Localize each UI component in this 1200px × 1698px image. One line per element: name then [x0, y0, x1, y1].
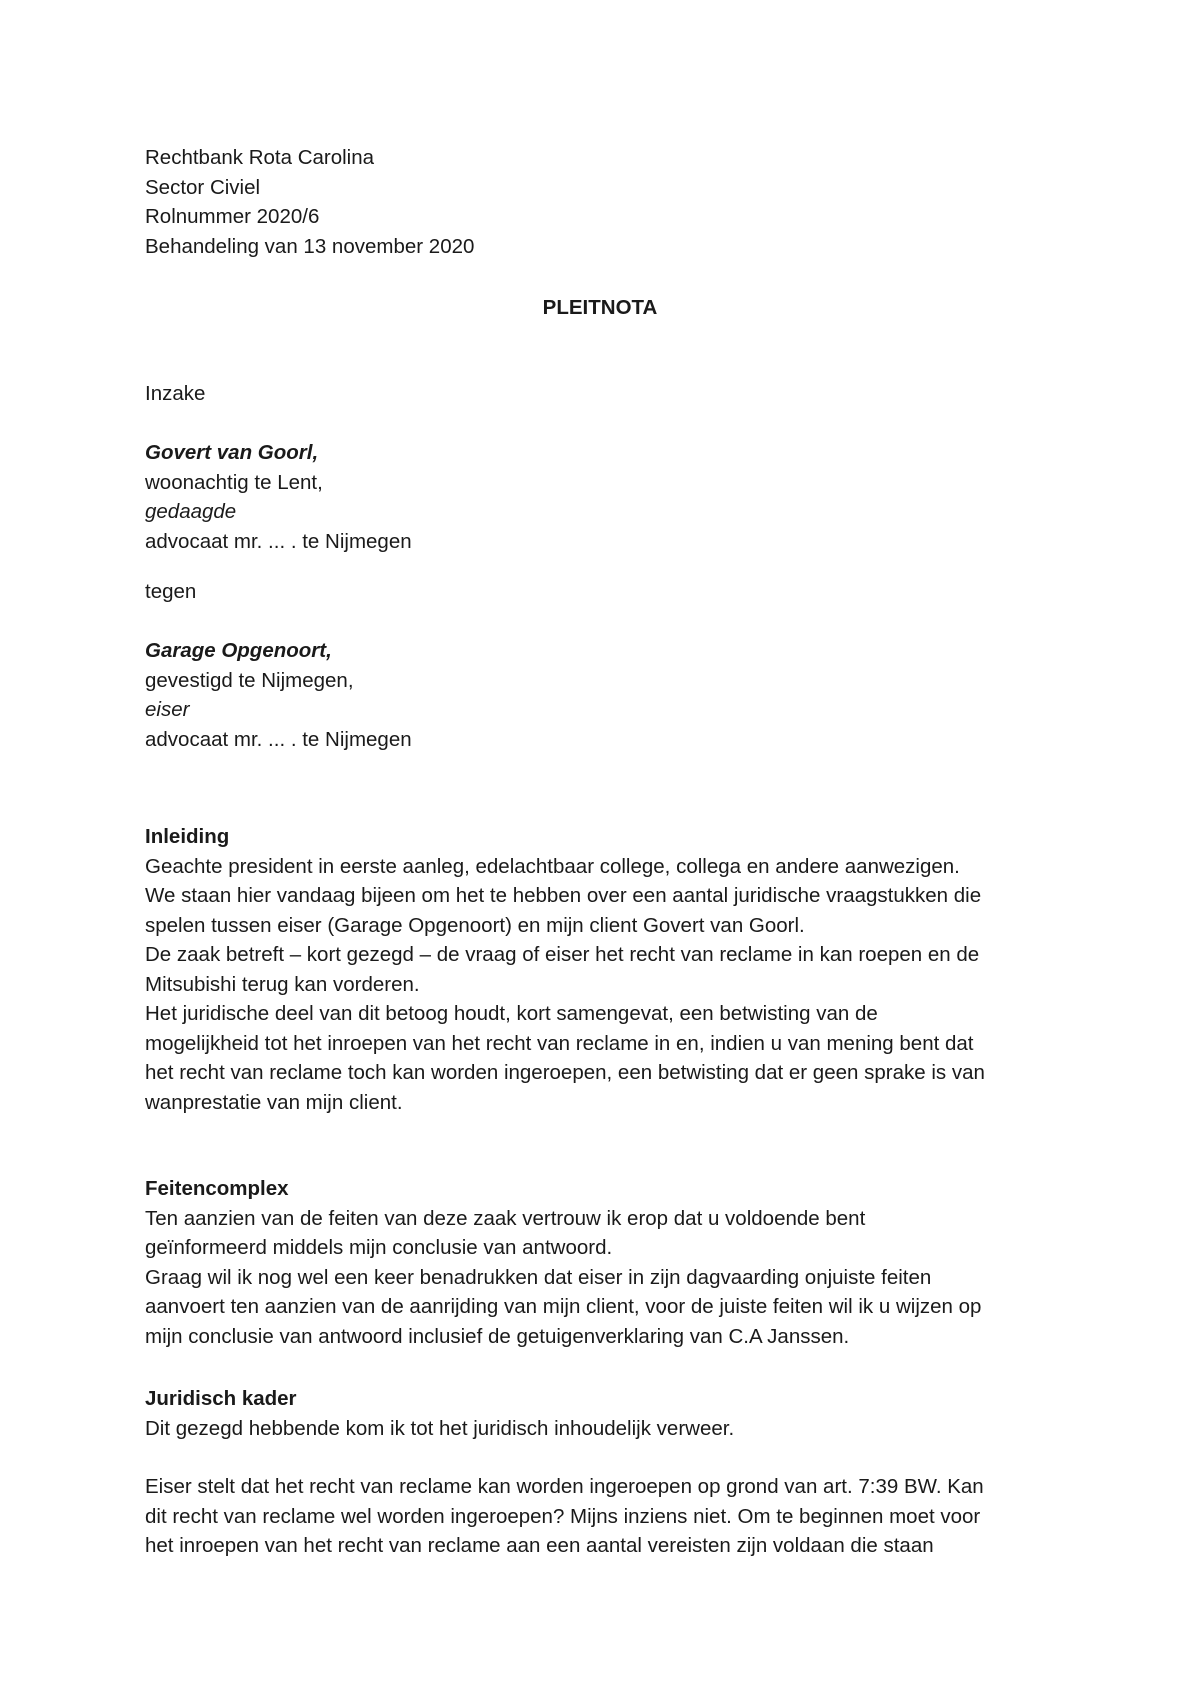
section-heading: Inleiding [145, 825, 230, 848]
paragraph-line: Ten aanzien van de feiten van deze zaak vertrouw ik erop dat u voldoende bent [145, 1206, 866, 1230]
paragraph-line: mijn conclusie van antwoord inclusief de getuigenverklaring van C.A Janssen. [145, 1324, 850, 1348]
section-inleiding [145, 822, 1075, 1117]
paragraph-line: aanvoert ten aanzien van de aanrijding van mijn client, voor de juiste feiten wil ik u wijzen op [145, 1295, 982, 1318]
paragraph-line: Geachte president in eerste aanleg, edelachtbaar college, collega en andere aanwezigen. [145, 854, 960, 878]
section-heading: Juridisch kader [145, 1387, 297, 1410]
paragraph-line: Mitsubishi terug kan vorderen. [145, 972, 420, 996]
defendant-name: Govert van Goorl, [145, 441, 319, 464]
paragraph-line: geïnformeerd middels mijn conclusie van antwoord. [145, 1236, 613, 1259]
paragraph-line: We staan hier vandaag bijeen om het te hebben over een aantal juridische vraagstukken die [145, 884, 982, 907]
inzake-label: Inzake [145, 382, 206, 405]
defendant-role: gedaagde [145, 500, 237, 523]
document-title: PLEITNOTA [542, 296, 658, 319]
plaintiff-lawyer: advocaat mr. ... . te Nijmegen [145, 727, 412, 751]
paragraph-line: Dit gezegd hebbende kom ik tot het juridisch inhoudelijk verweer. [145, 1416, 735, 1440]
paragraph-line: het recht van reclame toch kan worden ingeroepen, een betwisting dat er geen sprake is van [145, 1061, 985, 1084]
defendant-lawyer: advocaat mr. ... . te Nijmegen [145, 529, 412, 553]
section-heading: Feitencomplex [145, 1177, 289, 1200]
court-sector: Sector Civiel [145, 175, 261, 199]
section-juridisch-kader [145, 1384, 1075, 1443]
paragraph-line: mogelijkheid tot het inroepen van het recht van reclame in en, indien u van mening bent dat [145, 1031, 974, 1055]
plaintiff-role: eiser [145, 698, 190, 721]
paragraph-line: spelen tussen eiser (Garage Opgenoort) en mijn client Govert van Goorl. [145, 913, 805, 937]
case-number: Rolnummer 2020/6 [145, 205, 320, 228]
versus-label: tegen [145, 580, 197, 603]
paragraph-line: Graag wil ik nog wel een keer benadrukken dat eiser in zijn dagvaarding onjuiste feiten [145, 1265, 932, 1289]
paragraph-line: Eiser stelt dat het recht van reclame kan worden ingeroepen op grond van art. 7:39 BW. Kan [145, 1475, 984, 1498]
plaintiff-name: Garage Opgenoort, [145, 639, 332, 662]
paragraph-line: wanprestatie van mijn client. [145, 1090, 403, 1114]
paragraph-line: Het juridische deel van dit betoog houdt, kort samengevat, een betwisting van de [145, 1002, 878, 1025]
court-name: Rechtbank Rota Carolina [145, 146, 375, 169]
defendant-residence: woonachtig te Lent, [145, 470, 323, 494]
juridisch-kader-paragraph-2 [145, 1472, 1075, 1561]
plaintiff-block [145, 636, 1075, 754]
case-header [145, 143, 1075, 261]
defendant-block [145, 438, 1075, 556]
paragraph-line: dit recht van reclame wel worden ingeroepen? Mijns inziens niet. Om te beginnen moet voor [145, 1504, 981, 1528]
paragraph-line: De zaak betreft – kort gezegd – de vraag of eiser het recht van reclame in kan roepen en de [145, 943, 980, 966]
hearing-date: Behandeling van 13 november 2020 [145, 234, 475, 258]
plaintiff-residence: gevestigd te Nijmegen, [145, 668, 354, 692]
paragraph-line: het inroepen van het recht van reclame aan een aantal vereisten zijn voldaan die staan [145, 1534, 934, 1557]
section-feitencomplex [145, 1174, 1075, 1351]
